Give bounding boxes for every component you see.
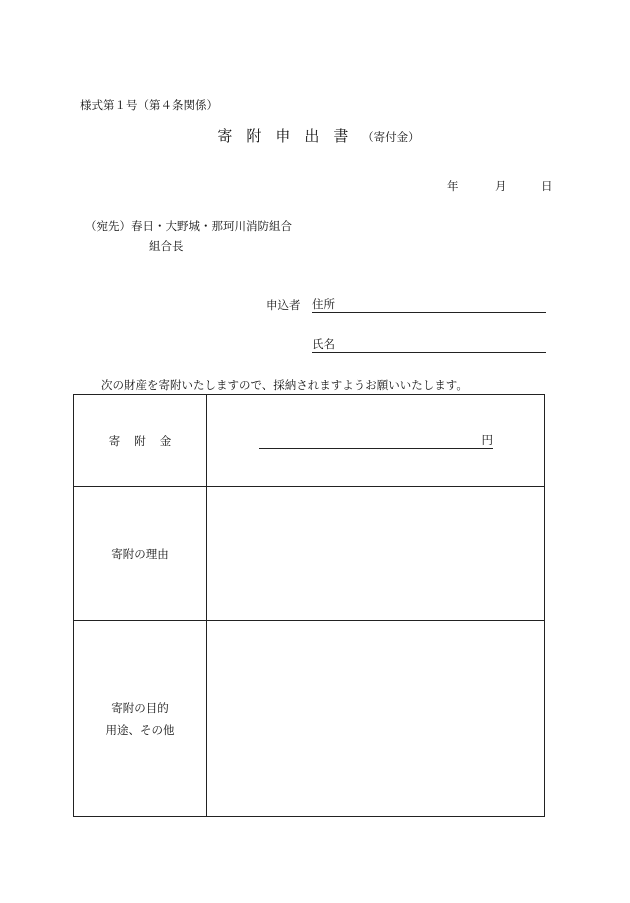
table-row-purpose [74,621,545,817]
amount-cell [207,395,545,487]
address-label: 住所 [312,297,335,311]
amount-label-char: 金 [159,433,172,448]
date-fields [440,178,555,194]
applicant-label: 申込者 [266,298,301,312]
addressee-title: 組合長 [149,239,184,253]
table-row-amount [74,395,545,487]
table-row-reason [74,487,545,621]
title-char: 寄 [217,127,233,145]
form-number: 様式第１号（第４条関係） [80,98,218,112]
purpose-input[interactable] [207,621,545,817]
date-year-field[interactable]: 年 [447,179,459,193]
title-main [210,127,360,145]
title-subtitle: （寄付金） [362,130,420,144]
date-day-field[interactable]: 日 [541,179,553,193]
title-char: 書 [333,127,349,145]
title-char: 出 [304,127,320,145]
title-char: 附 [246,127,262,145]
amount-input[interactable] [259,432,493,449]
date-month-field[interactable]: 月 [495,179,507,193]
title-char: 申 [275,127,291,145]
amount-label-char: 寄 [108,433,121,448]
name-label: 氏名 [312,337,335,351]
reason-input[interactable] [207,487,545,621]
donation-table [73,394,545,817]
page-title [0,125,630,146]
statement-text: 次の財産を寄附いたしますので、採納されますようお願いいたします。 [101,378,468,392]
purpose-label-line2: 用途、その他 [105,722,175,737]
purpose-label [74,621,207,817]
purpose-label-line1: 寄附の目的 [111,700,169,715]
addressee: （宛先）春日・大野城・那珂川消防組合 [85,219,292,233]
amount-unit: 円 [481,433,493,447]
amount-label [74,395,207,487]
name-field[interactable] [312,336,546,353]
reason-label: 寄附の理由 [74,487,207,621]
amount-label-char: 附 [134,433,146,448]
address-field[interactable] [312,296,546,313]
